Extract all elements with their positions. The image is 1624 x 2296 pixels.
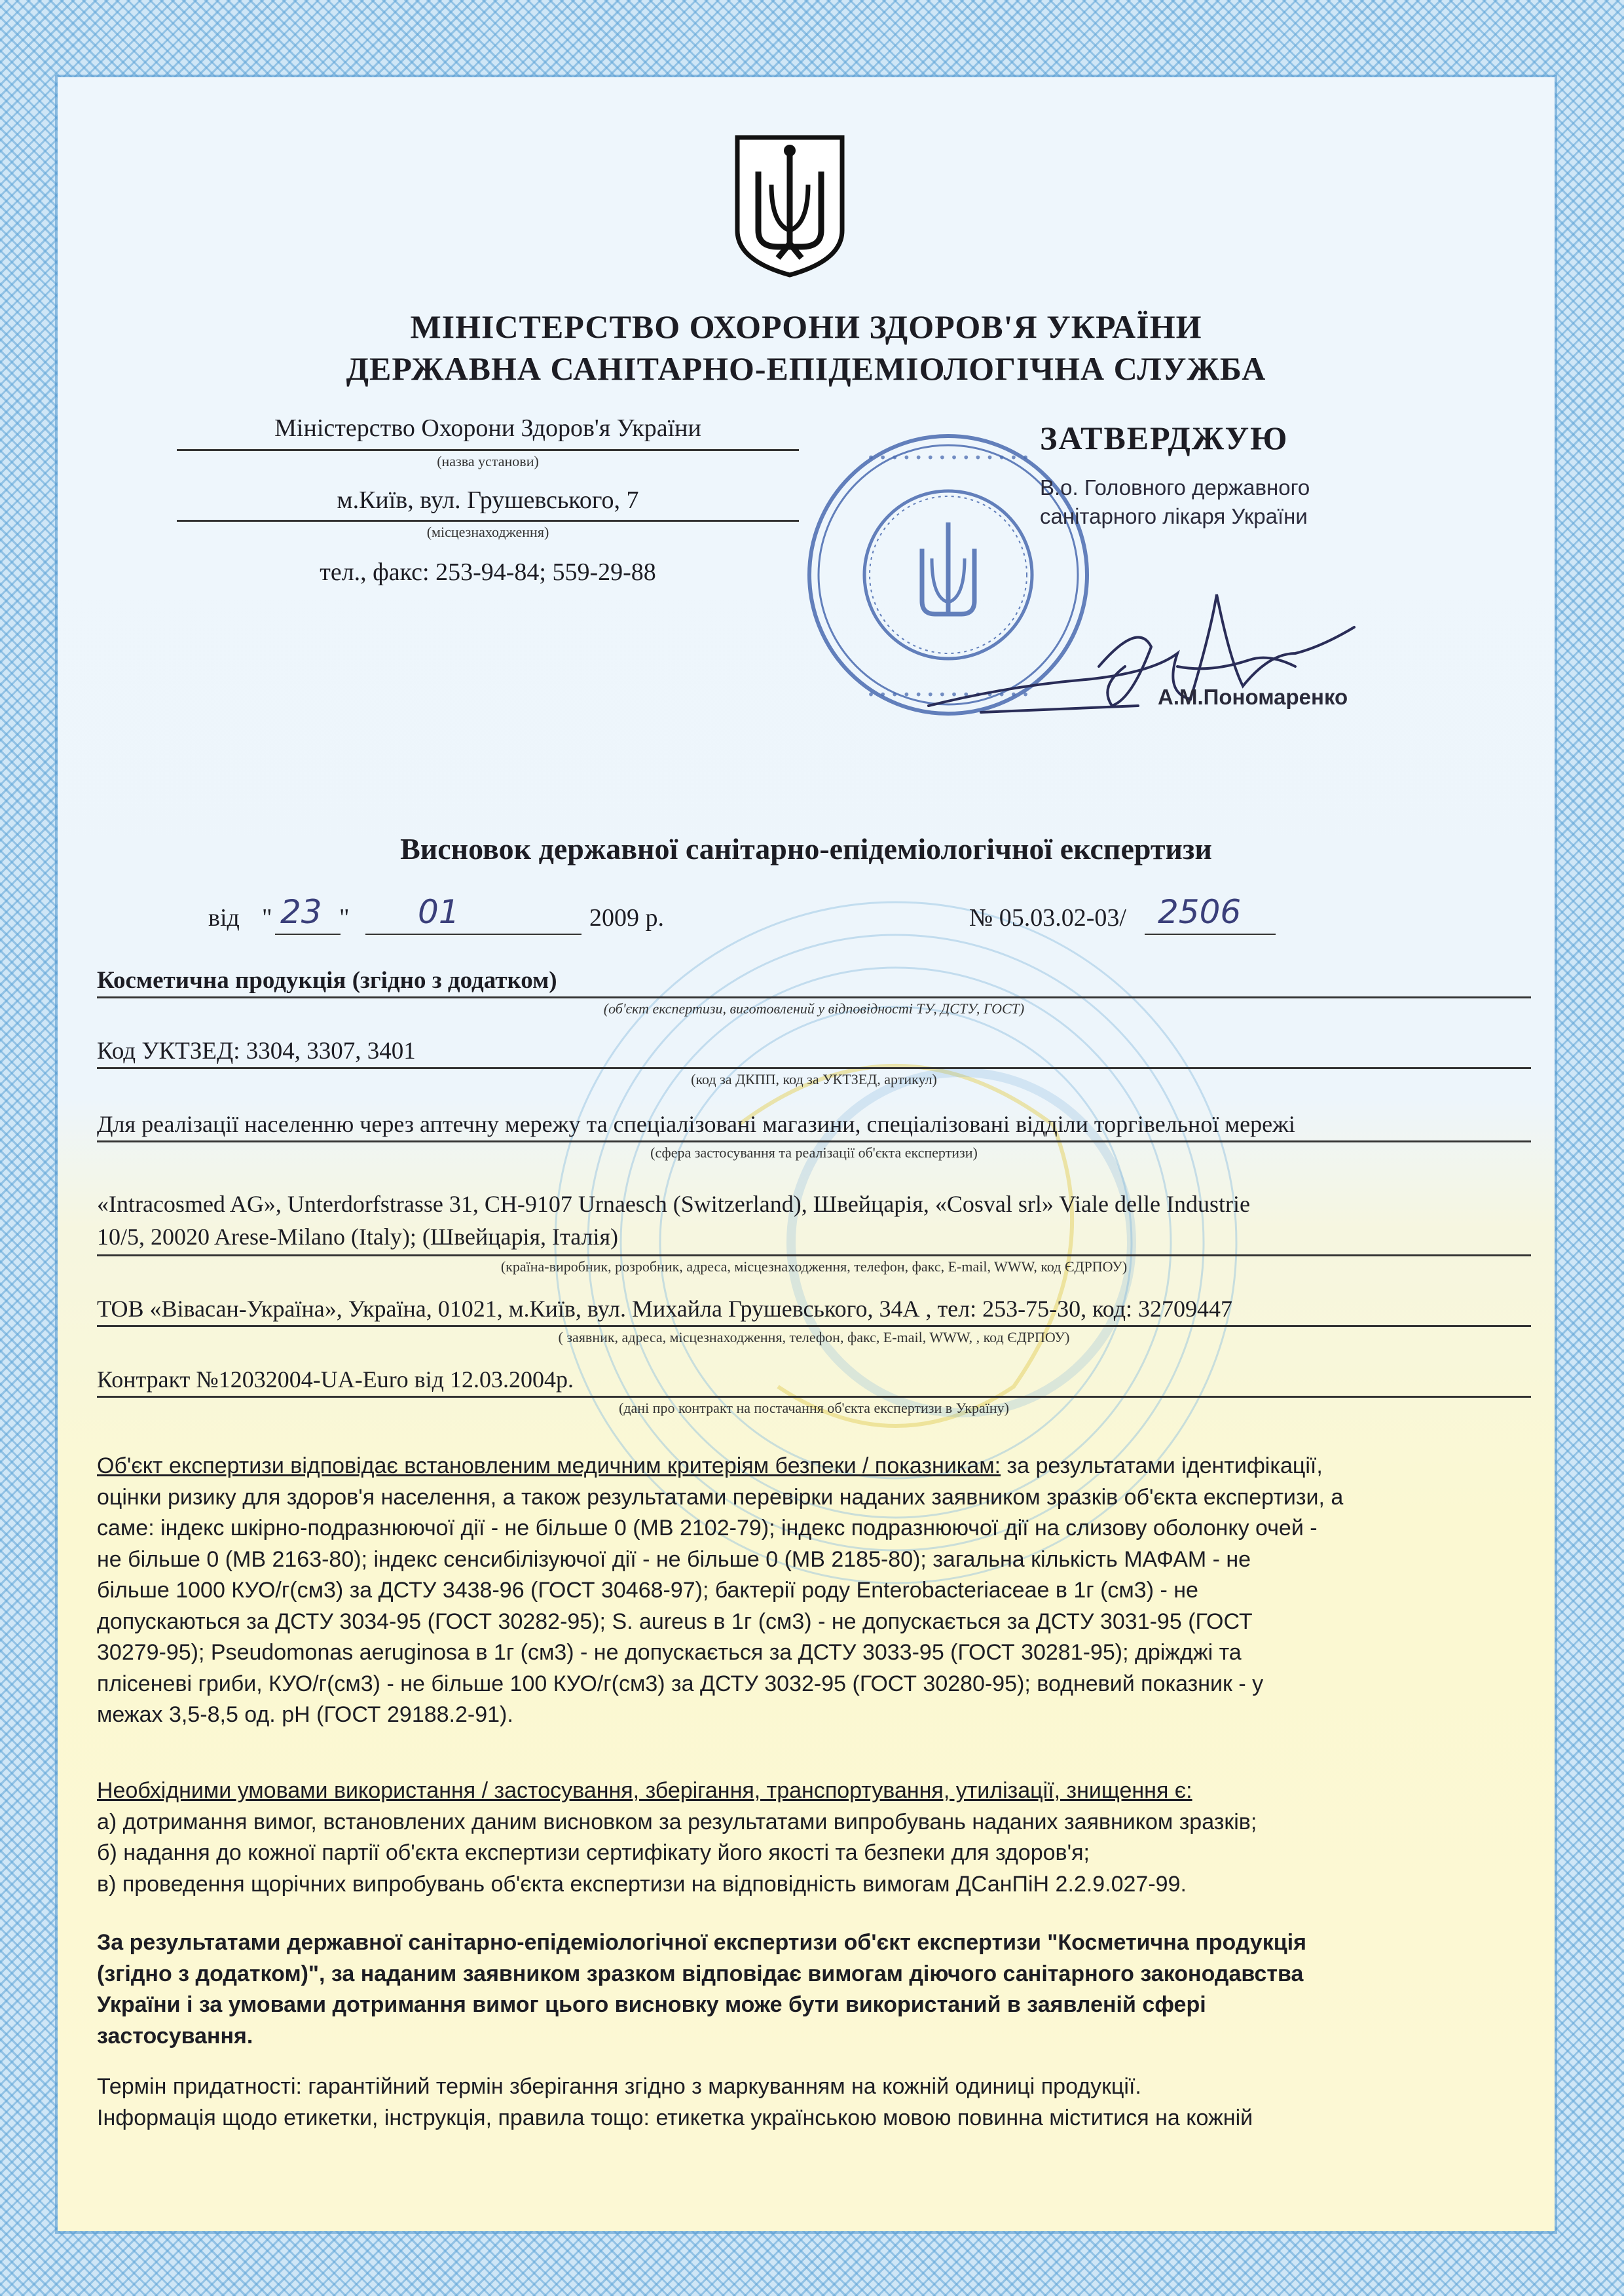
institution-address-caption: (місцезнаходження) [426, 524, 549, 540]
shelf-life: Термін придатності: гарантійний термін зберігання згідно з маркуванням на кожній одиниці продукції. [97, 2074, 1141, 2099]
institution-name: Міністерство Охорони Здоров'я України [274, 414, 701, 442]
criteria-heading: Об'єкт експертизи відповідає встановленим медичним критеріям безпеки / показникам: [97, 1453, 1001, 1478]
product-code-caption: (код за ДКПП, код за УКТЗЕД, артикул) [691, 1071, 937, 1087]
date-year: 2009 р. [589, 904, 664, 932]
condition-item: б) надання до кожної партії об'єкта експертизи сертифікату його якості та безпеки для здоров'я; [97, 1840, 1090, 1865]
producer-line-1: «Intracosmed AG», Unterdorfstrasse 31, CH-9107 Urnaesch (Switzerland), Швейцарія, «Cosval srl» Viale delle Industrie [97, 1191, 1250, 1217]
producer-line-2: 10/5, 20020 Arese-Milano (Italy); (Швейцарія, Італія) [97, 1224, 619, 1250]
criteria-line: 30279-95); Pseudomonas aeruginosa в 1г (см3) - не допускається за ДСТУ 3033-95 (ГОСТ 30281-95); дріжджі та [97, 1640, 1242, 1665]
approval-position-line1: В.о. Головного державного [1040, 475, 1310, 500]
application-scope: Для реалізації населенню через аптечну мережу та спеціалізовані магазини, спеціалізовані відділи торгівельної мережі [97, 1111, 1295, 1137]
number-prefix: № 05.03.02-03/ [969, 904, 1126, 932]
institution-name-caption: (назва установи) [437, 453, 539, 469]
condition-item: а) дотримання вимог, встановлених даним висновком за результатами випробувань наданих заявником зразків; [97, 1809, 1257, 1834]
institution-phone: тел., факс: 253-94-84; 559-29-88 [320, 558, 656, 586]
conditions-heading: Необхідними умовами використання / застосування, зберігання, транспортування, утилізації, знищення є: [97, 1778, 1192, 1803]
document-number: 2506 [1158, 893, 1242, 931]
criteria-line: оцінки ризику для здоров'я населення, а також результатами перевірки наданих заявником зразків об'єкта експертизи, а [97, 1484, 1344, 1510]
conclusion-line: застосування. [97, 2023, 253, 2049]
svg-text:• • • • • • • • • • • • • •: • • • • • • • • • • • • • • [867, 687, 1029, 702]
contract-caption: (дані про контракт на постачання об'єкта експертизи в Україну) [619, 1400, 1009, 1416]
product-code: Код УКТЗЕД: 3304, 3307, 3401 [97, 1038, 416, 1065]
criteria-line: за результатами ідентифікації, [1001, 1453, 1323, 1478]
institution-address: м.Київ, вул. Грушевського, 7 [337, 486, 639, 514]
additional-info-block [97, 2071, 1538, 2134]
coat-of-arms-icon [732, 132, 847, 279]
criteria-line: саме: індекс шкірно-подразнюючої дії - не більше 0 (МВ 2102-79); індекс подразнюючої дії на слизову оболонку очей - [97, 1516, 1318, 1540]
criteria-line: межах 3,5-8,5 од. рН (ГОСТ 29188.2-91). [97, 1702, 513, 1727]
ministry-title: МІНІСТЕРСТВО ОХОРОНИ ЗДОРОВ'Я УКРАЇНИ [410, 308, 1202, 345]
criteria-paragraph [97, 1451, 1538, 1731]
criteria-line: більше 1000 КУО/г(см3) за ДСТУ 3438-96 (ГОСТ 30468-97); бактерії роду Enterobacteriaceae в 1г (см3) - не [97, 1578, 1198, 1603]
applicant: ТОВ «Вівасан-Україна», Україна, 01021, м.Київ, вул. Михайла Грушевського, 34А , тел: 253-75-30, код: 32709447 [97, 1296, 1233, 1322]
service-title: ДЕРЖАВНА САНІТАРНО-ЕПІДЕМІОЛОГІЧНА СЛУЖБА [346, 350, 1266, 387]
conclusion-title: Висновок державної санітарно-епідеміологічної експертизи [400, 832, 1212, 866]
certificate-sheet: МІНІСТЕРСТВО ОХОРОНИ ЗДОРОВ'Я УКРАЇНИ ДЕРЖАВНА САНІТАРНО-ЕПІДЕМІОЛОГІЧНА СЛУЖБА Міністерство Охорони Здоров'я України (назва установи) м.Київ, вул. Грушевського, 7 (місцезнаходження) тел., факс: 253-94-84; 559-29-88 • • • • • • • • • • • • • • • • • • • • • • • • • • • • ЗАТВЕРДЖУЮ В.о. Головного державного санітарного лікаря України А.М.Пономаренко Висновок державної санітарно-епідеміологічної експертизи від " 23 " 01 2009 р. № 05.03.02-03/ 2506 Косметична продукція (згідно з додатком) (об'єкт експертизи, виготовлений у відповідності ТУ, ДСТУ, ГОСТ) Код УКТЗЕД: 3304, 3307, 3401 (код за ДКПП, код за УКТЗЕД, артикул) Для реалізації населенню через аптечну мережу та спеціалізовані магазини, спеціалізовані відділи торгівельної мережі (сфера застосування та реалізації об'єкта експертизи) «Intracosmed AG», Unterdorfstrasse 31, CH-9107 Urnaesch (Switzerland), Швейцарія, «Cosval srl» Viale delle Industrie 10/5, 20020 Arese-Milano (Italy); (Швейцарія, Італія) (країна-виробник, розробник, адреса, місцезнаходження, телефон, факс, E-mail, WWW, код ЄДРПОУ) ТОВ «Вівасан-Україна», Україна, 01021, м.Київ, вул. Михайла Грушевського, 34А , тел: 253-75-30, код: 32709447 ( заявник, адреса, місцезнаходження, телефон, факс, E-mail, WWW, , код ЄДРПОУ) Контракт №12032004-UA-Euro від 12.03.2004р. (дані про контракт на постачання об'єкта експертизи в Україну) Об'єкт експертизи відповідає встановленим медичним критеріям безпеки / показникам: за результатами ідентифікації, оцінки ризику для здоров'я населення, а також результатами перевірки наданих заявником зразків об'єкта експертизи, а саме: індекс шкірно-подразнюючої дії - не більше 0 (МВ 2102-79); індекс подразнюючої дії на слизову оболонку очей - не більше 0 (МВ 2163-80); індекс сенсибілізуючої дії - не більше 0 (МВ 2185-80); загальна кількість МАФАМ - не більше 1000 КУО/г(см3) за ДСТУ 3438-96 (ГОСТ 30468-97); бактерії роду Enterobacteriaceae в 1г (см3) - не допускаються за ДСТУ 3034-95 (ГОСТ 30282-95); S. aureus в 1г (см3) - не допускається за ДСТУ 3031-95 (ГОСТ 30279-95); Pseudomonas aeruginosa в 1г (см3) - не допускається за ДСТУ 3033-95 (ГОСТ 30281-95); дріжджі та плісеневі гриби, КУО/г(см3) - не більше 100 КУО/г(см3) за ДСТУ 3032-95 (ГОСТ 30280-95); водневий показник - у межах 3,5-8,5 од. рН (ГОСТ 29188.2-91). Необхідними умовами використання / застосування, зберігання, транспортування, утилізації, знищення є: а) дотримання вимог, встановлених даним висновком за результатами випробувань наданих заявником зразків; б) надання до кожної партії об'єкта експертизи сертифікату його якості та безпеки для здоров'я; в) проведення щорічних випробувань об'єкта експертизи на відповідність вимогам ДСанПіН 2.2.9.027-99. За результатами державної санітарно-епідеміологічної експертизи об'єкт експертизи "Косметична продукція (згідно з додатком)", за наданим заявником зразком відповідає вимогам діючого санітарного законодавства України і за умовами дотримання вимог цього висновку може бути використаний в заявленій сфері застосування. Термін придатності: гарантійний термін зберігання згідно з маркуванням на кожній одиниці продукції. Інформація щодо етикетки, інструкція, правила тощо: етикетка українською мовою повинна міститися на кожній [58, 77, 1555, 2231]
producer-caption: (країна-виробник, розробник, адреса, місцезнаходження, телефон, факс, E-mail, WWW, код ЄДРПОУ) [500, 1258, 1128, 1275]
conclusion-line: За результатами державної санітарно-епідеміологічної експертизи об'єкт експертизи "Косметична продукція [97, 1930, 1306, 1955]
conclusion-line: (згідно з додатком)", за наданим заявником зразком відповідає вимогам діючого санітарного законодавства [97, 1961, 1304, 1986]
criteria-line: не більше 0 (МВ 2163-80); індекс сенсибілізуючої дії - не більше 0 (МВ 2185-80); загальна кількість МАФАМ - не [97, 1546, 1251, 1572]
approval-position-line2: санітарного лікаря України [1040, 504, 1308, 528]
contract: Контракт №12032004-UA-Euro від 12.03.2004р. [97, 1366, 574, 1393]
signature-icon [902, 555, 1361, 752]
label-info: Інформація щодо етикетки, інструкція, правила тощо: етикетка українською мовою повинна міститися на кожній [97, 2105, 1253, 2130]
expertise-object: Косметична продукція (згідно з додатком) [97, 967, 557, 994]
expertise-object-caption: (об'єкт експертизи, виготовлений у відповідності ТУ, ДСТУ, ГОСТ) [603, 1000, 1025, 1017]
approval-heading: ЗАТВЕРДЖУЮ [1040, 420, 1289, 456]
svg-text:• • • • • • • • • • • • • •: • • • • • • • • • • • • • • [867, 450, 1029, 465]
signatory-name: А.М.Пономаренко [1158, 685, 1348, 709]
date-prefix: від [208, 904, 240, 932]
criteria-line: плісеневі гриби, КУО/г(см3) - не більше 100 КУО/г(см3) за ДСТУ 3032-95 (ГОСТ 30280-95); водневий показник - у [97, 1671, 1264, 1696]
date-day: 23 [280, 893, 322, 931]
conditions-block [97, 1776, 1538, 1900]
application-scope-caption: (сфера застосування та реалізації об'єкта експертизи) [650, 1144, 978, 1161]
condition-item: в) проведення щорічних випробувань об'єкта експертизи на відповідність вимогам ДСанПіН 2.2.9.027-99. [97, 1871, 1187, 1897]
conclusion-line: України і за умовами дотримання вимог цього висновку може бути використаний в заявленій сфері [97, 1992, 1206, 2017]
applicant-caption: ( заявник, адреса, місцезнаходження, телефон, факс, E-mail, WWW, , код ЄДРПОУ) [558, 1329, 1070, 1345]
criteria-line: допускаються за ДСТУ 3034-95 (ГОСТ 30282-95); S. aureus в 1г (см3) - не допускається за ДСТУ 3031-95 (ГОСТ [97, 1609, 1253, 1634]
conclusion-block [97, 1927, 1538, 2052]
date-month: 01 [418, 893, 460, 931]
